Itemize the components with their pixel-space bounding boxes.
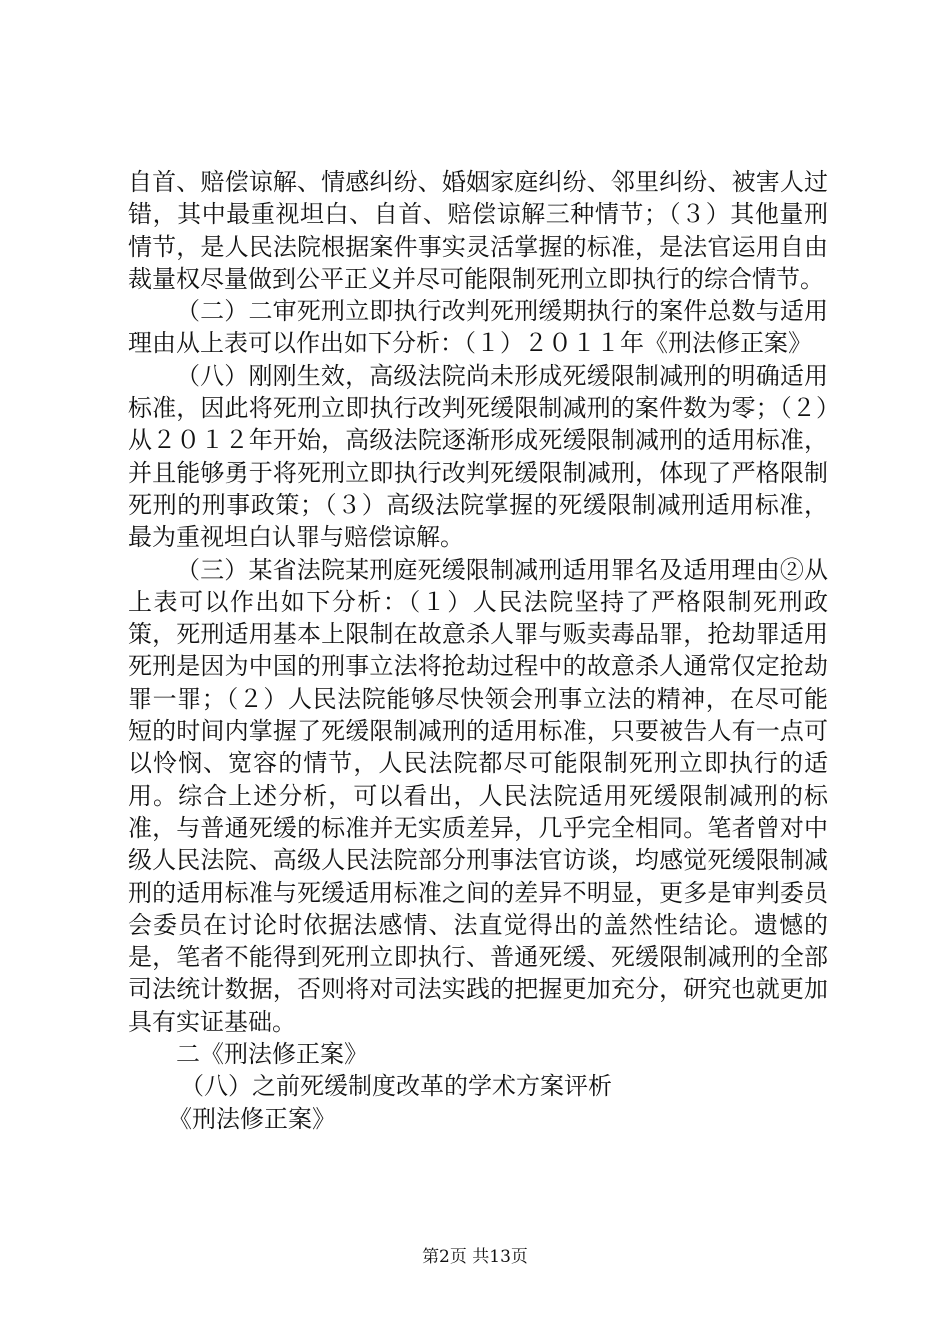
paragraph-continuation: 自首、赔偿谅解、情感纠纷、婚姻家庭纠纷、邻里纠纷、被害人过错，其中最重视坦白、自首、赔偿谅解三种情节；（３）其他量刑情节，是人民法院根据案件事实灵活掌握的标准，是法官运用自由裁量权尽量做到公平正义并尽可能限制死刑立即执行的综合情节。 (128, 168, 828, 293)
paragraph-section-3: （三）某省法院某刑庭死缓限制减刑适用罪名及适用理由②从上表可以作出如下分析：（１）人民法院坚持了严格限制死刑政策，死刑适用基本上限制在故意杀人罪与贩卖毒品罪，抢劫罪适用死刑是因为中国的刑事立法将抢劫过程中的故意杀人通常仅定抢劫罪一罪；（２）人民法院能够尽快领会刑事立法的精神，在尽可能短的时间内掌握了死缓限制减刑的适用标准，只要被告人有一点可以怜悯、宽容的情节，人民法院都尽可能限制死刑立即执行的适用。综合上述分析，可以看出，人民法院适用死缓限制减刑的标准，与普通死缓的标准并无实质差异，几乎完全相同。笔者曾对中级人民法院、高级人民法院部分刑事法官访谈，均感觉死缓限制减刑的适用标准与死缓适用标准之间的差异不明显，更多是审判委员会委员在讨论时依据法感情、法直觉得出的盖然性结论。遗憾的是，笔者不能得到死刑立即执行、普通死缓、死缓限制减刑的全部司法统计数据，否则将对司法实践的把握更加充分，研究也就更加具有实证基础。 (128, 555, 828, 1036)
subsection-heading: （八）之前死缓制度改革的学术方案评析 (180, 1072, 612, 1101)
heading-fragment: 《刑法修正案》 (168, 1104, 336, 1133)
paragraph-section-2-continued: （八）刚刚生效，高级法院尚未形成死缓限制减刑的明确适用标准，因此将死刑立即执行改判死缓限制减刑的案件数为零；（２）从２０１２年开始，高级法院逐渐形成死缓限制减刑的适用标准，并且能够勇于将死刑立即执行改判死缓限制减刑，体现了严格限制死刑的刑事政策；（３）高级法院掌握的死缓限制减刑适用标准，最为重视坦白认罪与赔偿谅解。 (128, 361, 828, 552)
section-heading: 二《刑法修正案》 (176, 1040, 368, 1069)
paragraph-section-2: （二）二审死刑立即执行改判死刑缓期执行的案件总数与适用理由从上表可以作出如下分析：（１）２０１１年《刑法修正案》 (128, 297, 828, 358)
document-body (128, 166, 828, 1135)
page-footer: 第2页 共13页 (422, 1247, 528, 1267)
